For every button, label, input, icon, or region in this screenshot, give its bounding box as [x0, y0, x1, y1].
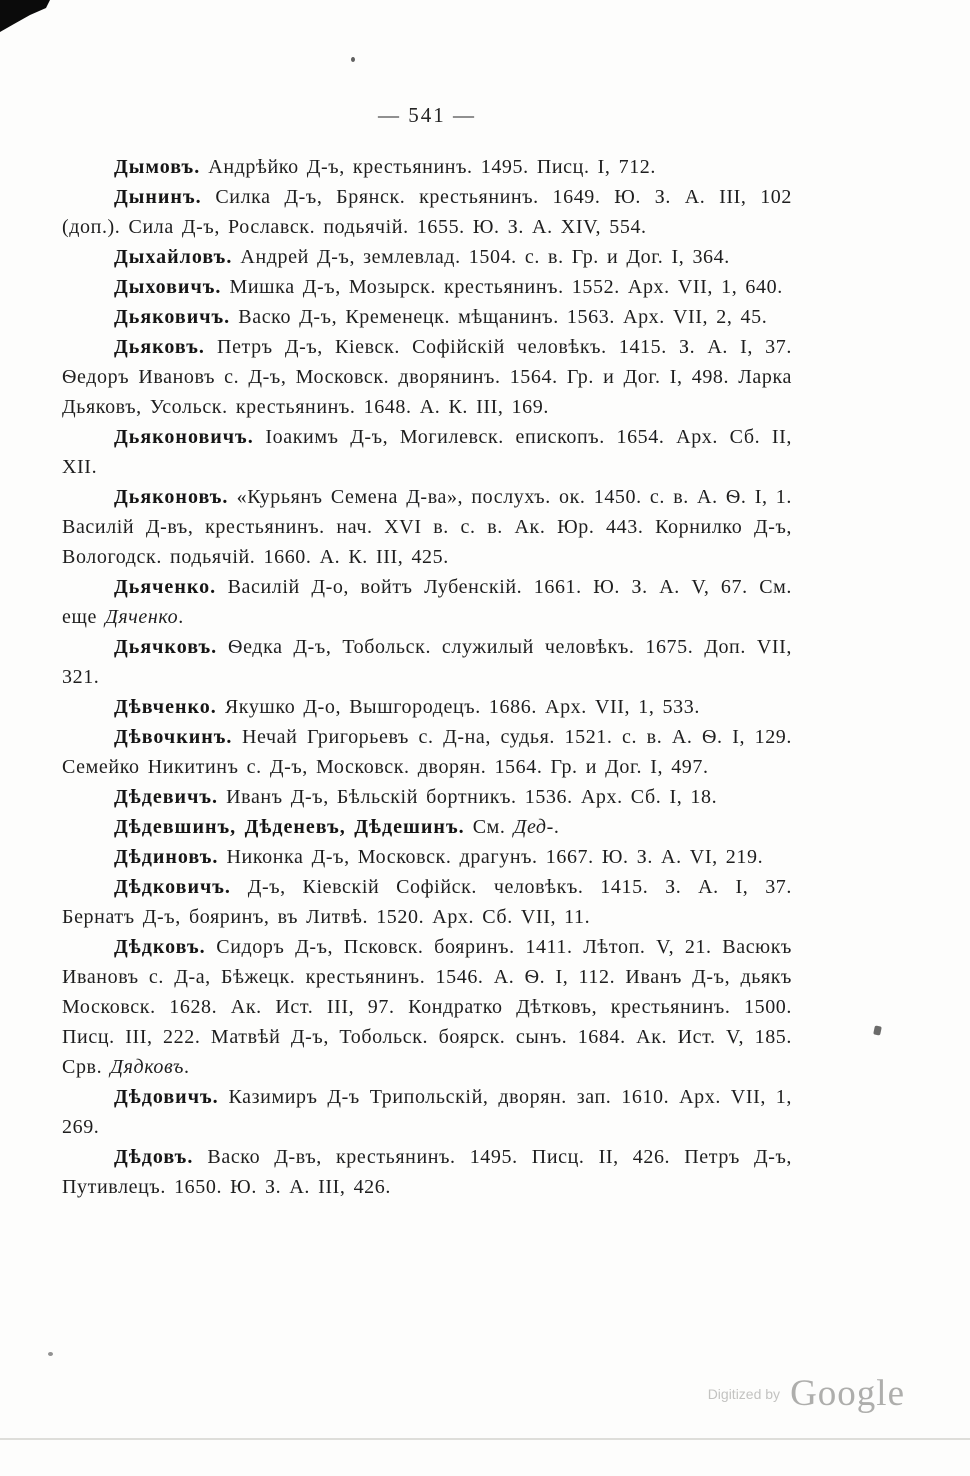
entry-paragraph — [62, 782, 792, 812]
entry-text: Никонка Д-ъ, Московск. драгунъ. 1667. Ю. З. А. VI, 219. — [218, 846, 764, 868]
entry-text: Казимиръ Д-ъ Трипольскій, дворян. зап. 1610. Арх. VII, 1, 269. — [62, 1086, 792, 1138]
entry-headword: Дьяченко. — [114, 576, 217, 598]
entry-text: . — [553, 816, 560, 838]
entry-paragraph — [62, 872, 792, 932]
entry-headword: Дьяконовичъ. — [114, 426, 254, 448]
entry-paragraph — [62, 692, 792, 722]
entry-headword: Дыхайловъ. — [114, 246, 233, 268]
entry-paragraph — [62, 182, 792, 242]
entry-text: Петръ Д-ъ, Кіевск. Софійскій человѣкъ. 1415. З. А. I, 37. Ѳедоръ Ивановъ с. Д-ъ, Московск. дворянинъ. 1564. Гр. и Дог. I, 498. Ларка Дьяковъ, Усольск. крестьянинъ. 1648. А. К. III, 169. — [62, 336, 792, 418]
entry-paragraph — [62, 812, 792, 842]
entry-text: Мишка Д-ъ, Мозырск. крестьянинъ. 1552. Арх. VII, 1, 640. — [221, 276, 783, 298]
entry-headword: Дѣдовъ. — [114, 1146, 194, 1168]
google-logo: Google — [790, 1373, 905, 1414]
entry-text: . — [184, 1056, 190, 1078]
entry-cross-reference: Дядковъ — [110, 1056, 185, 1078]
entry-paragraph — [62, 152, 792, 182]
entry-paragraph — [62, 842, 792, 872]
entry-headword: Дымовъ. — [114, 156, 201, 178]
entries-column — [62, 152, 792, 1202]
entry-text: Васко Д-въ, крестьянинъ. 1495. Писц. II, 426. Петръ Д-ъ, Путивлецъ. 1650. Ю. З. А. III, 426. — [62, 1146, 792, 1198]
entry-text: Васко Д-ъ, Кременецк. мѣщанинъ. 1563. Арх. VII, 2, 45. — [230, 306, 768, 328]
entry-headword: Дѣдиновъ. — [114, 846, 219, 868]
entry-headword: Дѣдовичъ. — [114, 1086, 219, 1108]
entry-headword: Дѣдковъ. — [114, 936, 206, 958]
watermark — [0, 1372, 905, 1415]
entry-paragraph — [62, 332, 792, 422]
entry-paragraph — [62, 302, 792, 332]
entry-text: Василій Д-о, войтъ Лубенскій. 1661. Ю. З. А. V, 67. См. еще — [62, 576, 792, 628]
entry-paragraph — [62, 932, 792, 1082]
entry-headword: Дѣвченко. — [114, 696, 217, 718]
entry-text: Силка Д-ъ, Брянск. крестьянинъ. 1649. Ю. З. А. III, 102 (доп.). Сила Д-ъ, Рославск. подьячій. 1655. Ю. З. А. XIV, 554. — [62, 186, 792, 238]
entry-headword: Дѣдевшинъ, Дѣденевъ, Дѣдешинъ. — [114, 816, 465, 838]
scan-artifact-mark — [873, 1025, 882, 1035]
entry-text: Іоакимъ Д-ъ, Могилевск. епископъ. 1654. Арх. Сб. II, XII. — [62, 426, 792, 478]
entry-paragraph — [62, 1142, 792, 1202]
entry-headword: Дѣвочкинъ. — [114, 726, 233, 748]
entry-paragraph — [62, 632, 792, 692]
entry-text: «Курьянъ Семена Д-ва», послухъ. ок. 1450. с. в. А. Ѳ. I, 1. Василій Д-въ, крестьянинъ. нач. XVI в. с. в. Ак. Юр. 443. Корнилко Д-ъ, Вологодск. подьячій. 1660. А. К. III, 425. — [62, 486, 792, 568]
entry-paragraph — [62, 1082, 792, 1142]
entry-text: Ѳедка Д-ъ, Тобольск. служилый человѣкъ. 1675. Доп. VII, 321. — [62, 636, 792, 688]
scan-corner-blob — [0, 0, 52, 32]
entry-headword: Дыховичъ. — [114, 276, 222, 298]
entry-paragraph — [62, 572, 792, 632]
entry-text: Д-ъ, Кіевскій Софійск. человѣкъ. 1415. З. А. I, 37. Бернатъ Д-ъ, бояринъ, въ Литвѣ. 1520. Арх. Сб. VII, 11. — [62, 876, 792, 928]
scan-artifact-dot — [351, 57, 355, 62]
entry-text: Андрей Д-ъ, землевлад. 1504. с. в. Гр. и Дог. I, 364. — [232, 246, 730, 268]
entry-headword: Дѣдковичъ. — [114, 876, 231, 898]
entry-headword: Дѣдевичъ. — [114, 786, 219, 808]
entry-text: Сидоръ Д-ъ, Псковск. бояринъ. 1411. Лѣтоп. V, 21. Васюкъ Ивановъ с. Д-а, Бѣжецк. крестьянинъ. 1546. А. Ѳ. I, 112. Иванъ Д-ъ, дьякъ Московск. 1628. Ак. Ист. III, 97. Кондратко Дѣтковъ, крестьянинъ. 1500. Писц. III, 222. Матвѣй Д-ъ, Тобольск. боярск. сынъ. 1684. Ак. Ист. V, 185. Срв. — [62, 936, 792, 1078]
entry-paragraph — [62, 272, 792, 302]
page-bottom-edge — [0, 1438, 970, 1440]
entry-paragraph — [62, 482, 792, 572]
entry-paragraph — [62, 242, 792, 272]
entry-text: Иванъ Д-ъ, Бѣльскій бортникъ. 1536. Арх. Сб. I, 18. — [218, 786, 718, 808]
entry-headword: Дынинъ. — [114, 186, 202, 208]
entry-cross-reference: Дяченко — [105, 606, 179, 628]
entry-cross-reference: Дед- — [513, 816, 554, 838]
entry-text: Якушко Д-о, Вышгородецъ. 1686. Арх. VII, 1, 533. — [216, 696, 700, 718]
entry-text: . — [178, 606, 184, 628]
entry-text: См. — [464, 816, 514, 838]
entry-paragraph — [62, 422, 792, 482]
entry-text: Андрѣйко Д-ъ, крестьянинъ. 1495. Писц. I, 712. — [200, 156, 657, 178]
entry-headword: Дьяковичъ. — [114, 306, 231, 328]
entry-headword: Дьяконовъ. — [114, 486, 229, 508]
entry-headword: Дьяковъ. — [114, 336, 205, 358]
entry-paragraph — [62, 722, 792, 782]
watermark-prefix: Digitized by — [707, 1386, 781, 1402]
scan-artifact-dot — [48, 1352, 53, 1356]
entry-headword: Дьячковъ. — [114, 636, 218, 658]
entry-text: Нечай Григорьевъ с. Д-на, судья. 1521. с. в. А. Ѳ. I, 129. Семейко Никитинъ с. Д-ъ, Московск. дворян. 1564. Гр. и Дог. I, 497. — [62, 726, 792, 778]
page-number: — 541 — — [378, 103, 476, 127]
